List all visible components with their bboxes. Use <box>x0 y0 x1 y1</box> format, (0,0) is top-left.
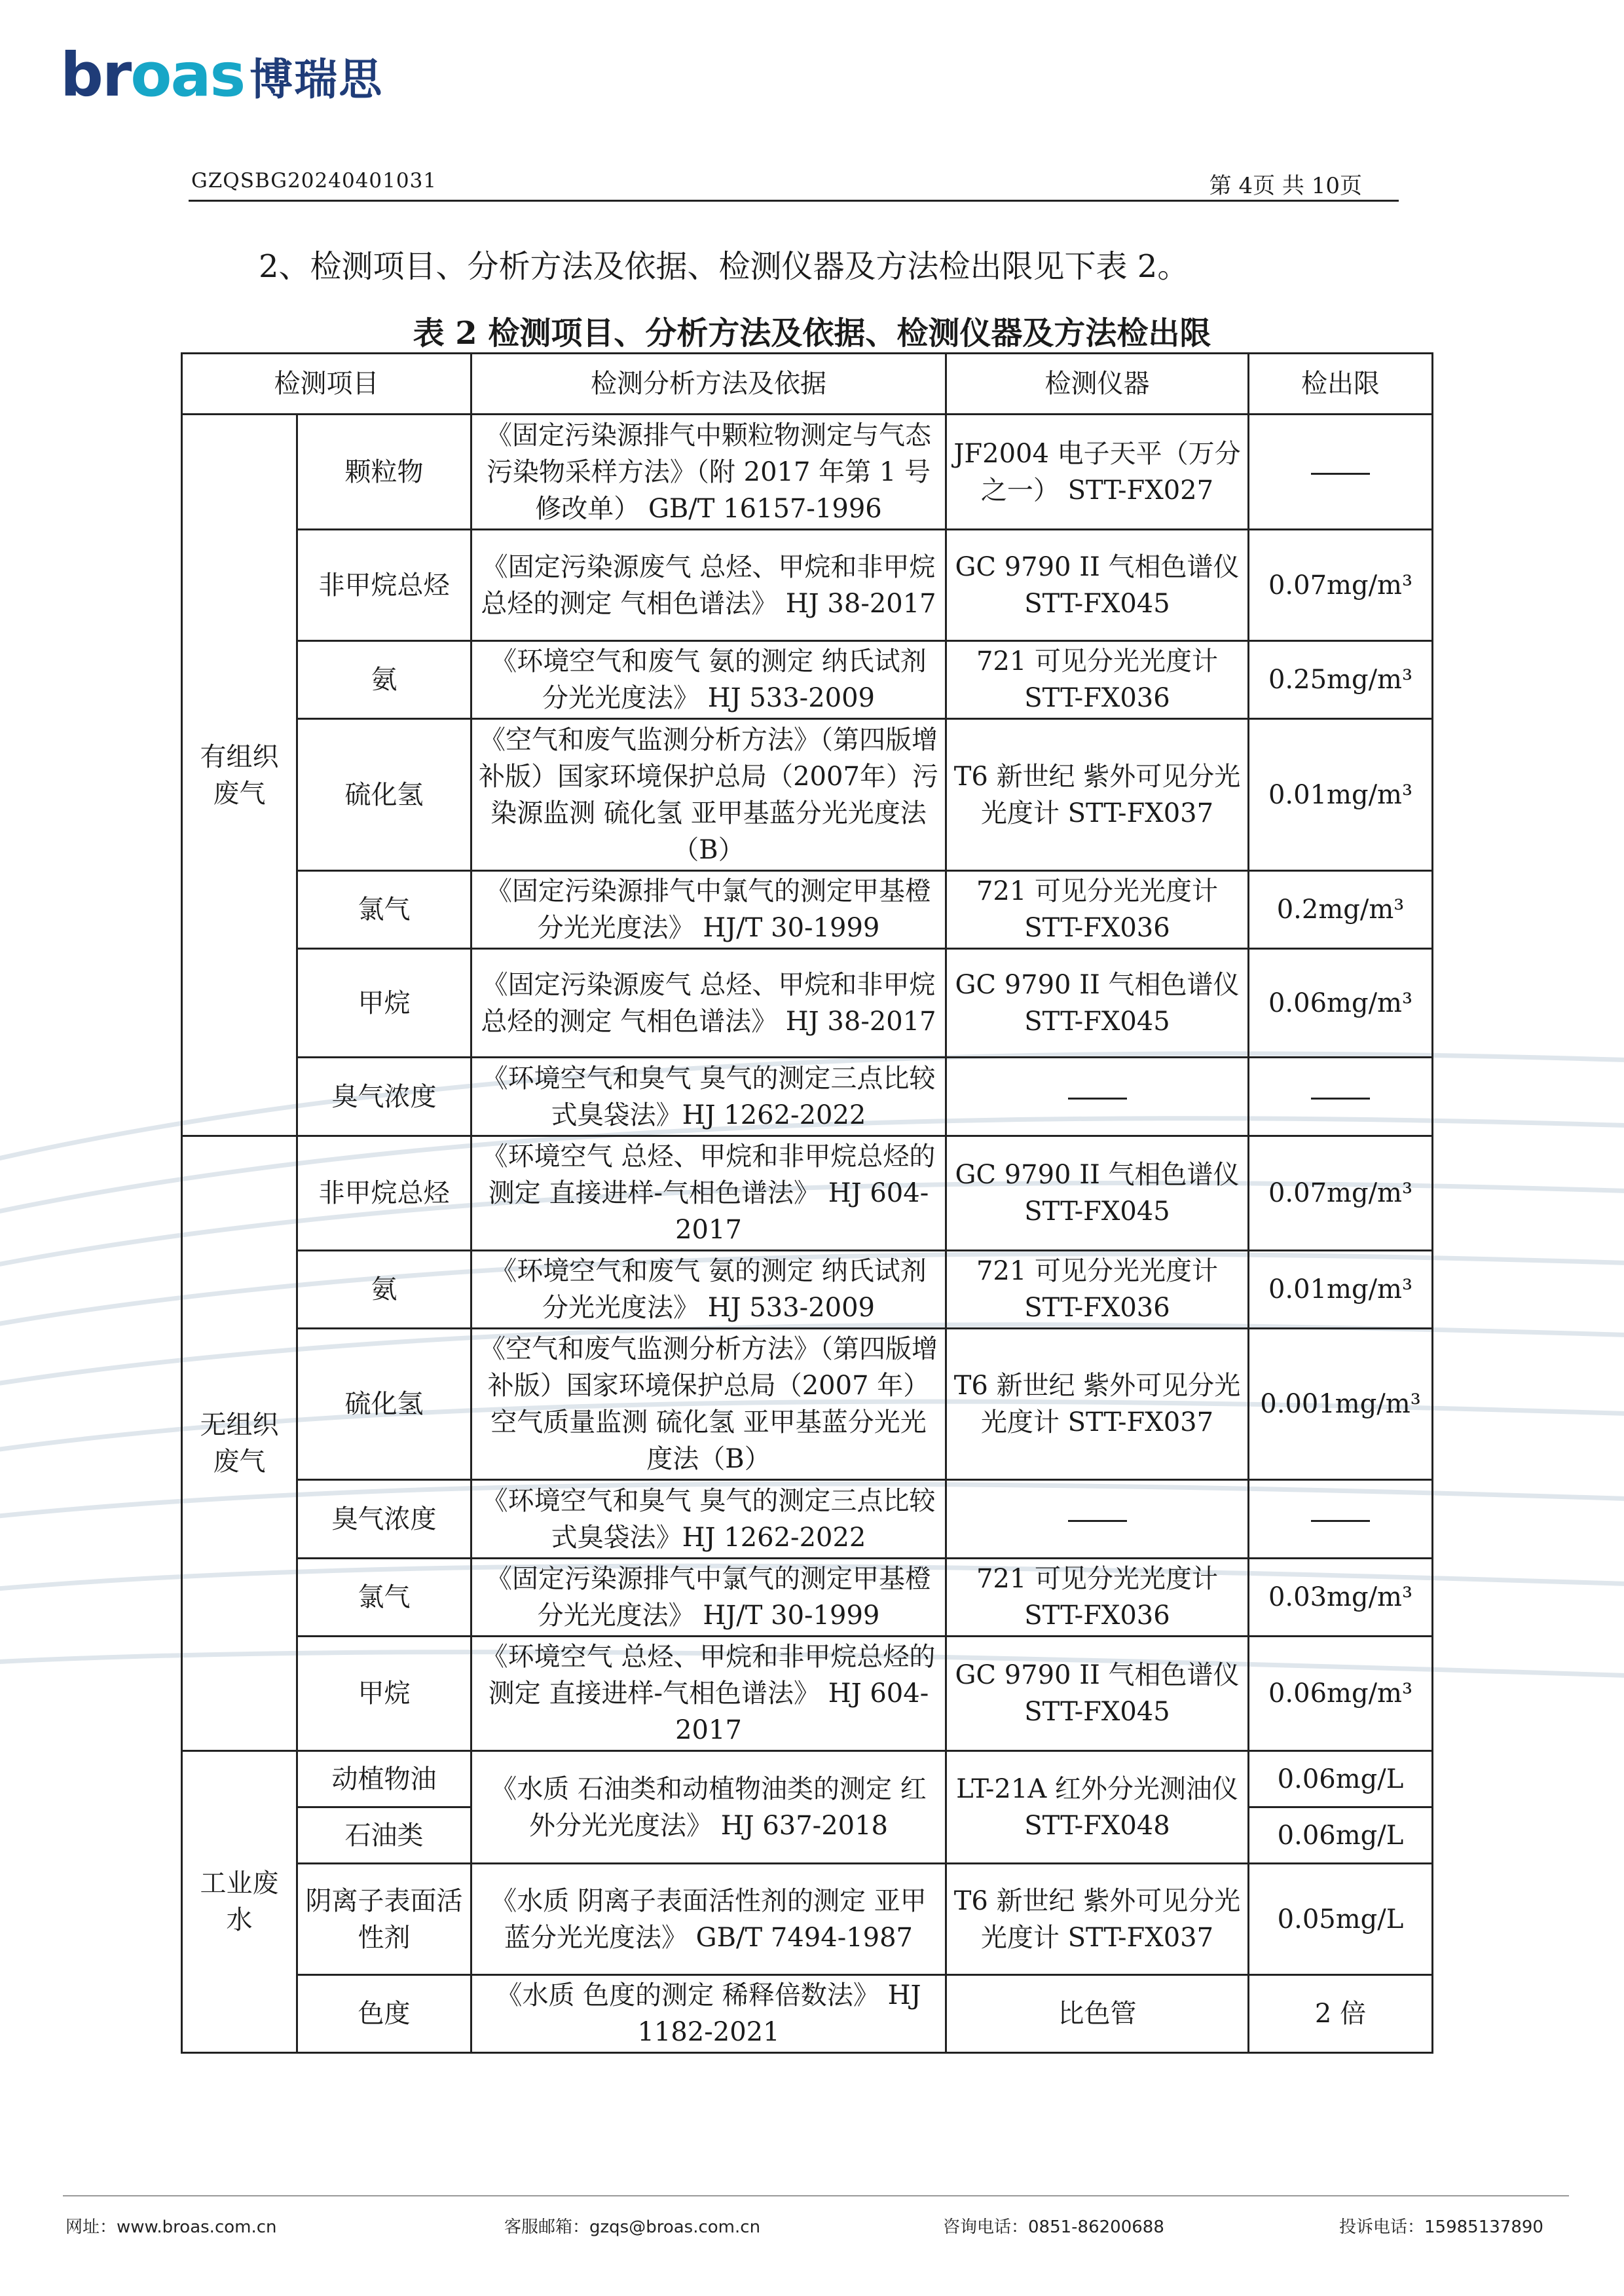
limit-cell: 0.01mg/m³ <box>1249 719 1433 871</box>
table-row <box>182 1864 1433 1975</box>
instrument-cell <box>946 1480 1249 1559</box>
instrument-cell <box>946 1058 1249 1136</box>
logo-latin: broas <box>60 40 245 110</box>
category-cell: 无组织废气 <box>182 1136 297 1751</box>
instrument-cell: T6 新世纪 紫外可见分光光度计 STT-FX037 <box>946 1864 1249 1975</box>
dash-mark <box>1311 1520 1370 1522</box>
item-cell: 颗粒物 <box>297 415 471 530</box>
method-cell: 《环境空气 总烃、甲烷和非甲烷总烃的测定 直接进样-气相色谱法》 HJ 604-2017 <box>471 1637 946 1751</box>
instrument-cell: GC 9790 II 气相色谱仪 STT-FX045 <box>946 1637 1249 1751</box>
limit-cell <box>1249 1058 1433 1136</box>
table-row <box>182 1329 1433 1480</box>
method-cell: 《环境空气 总烃、甲烷和非甲烷总烃的测定 直接进样-气相色谱法》 HJ 604-2017 <box>471 1136 946 1251</box>
item-cell: 硫化氢 <box>297 1329 471 1480</box>
limit-cell: 0.25mg/m³ <box>1249 641 1433 719</box>
footer-website: 网址：www.broas.com.cn <box>65 2217 277 2237</box>
table-row <box>182 871 1433 949</box>
item-cell: 非甲烷总烃 <box>297 530 471 641</box>
item-cell: 甲烷 <box>297 949 471 1058</box>
item-cell: 臭气浓度 <box>297 1480 471 1559</box>
dash-mark <box>1311 1098 1370 1100</box>
table-header-row <box>182 354 1433 415</box>
limit-cell: 0.2mg/m³ <box>1249 871 1433 949</box>
instrument-cell: GC 9790 II 气相色谱仪 STT-FX045 <box>946 530 1249 641</box>
method-cell: 《空气和废气监测分析方法》（第四版增补版）国家环境保护总局（2007年）污染源监测 硫化氢 亚甲基蓝分光光度法（B） <box>471 719 946 871</box>
method-cell: 《固定污染源排气中颗粒物测定与气态污染物采样方法》（附 2017 年第 1 号修改单） GB/T 16157-1996 <box>471 415 946 530</box>
instrument-cell: LT-21A 红外分光测油仪 STT-FX048 <box>946 1751 1249 1864</box>
dash-mark <box>1068 1520 1127 1522</box>
table-row <box>182 1251 1433 1329</box>
method-cell: 《环境空气和废气 氨的测定 纳氏试剂分光光度法》 HJ 533-2009 <box>471 641 946 719</box>
table-row <box>182 1480 1433 1559</box>
item-cell: 非甲烷总烃 <box>297 1136 471 1251</box>
limit-cell: 0.06mg/L <box>1249 1751 1433 1807</box>
item-cell: 硫化氢 <box>297 719 471 871</box>
footer-divider <box>63 2195 1569 2196</box>
dash-mark <box>1311 473 1370 475</box>
header-instrument: 检测仪器 <box>946 354 1249 415</box>
header-item: 检测项目 <box>182 354 471 415</box>
header-limit: 检出限 <box>1249 354 1433 415</box>
item-cell: 甲烷 <box>297 1637 471 1751</box>
table-row <box>182 949 1433 1058</box>
method-cell: 《固定污染源排气中氯气的测定甲基橙分光光度法》 HJ/T 30-1999 <box>471 1559 946 1637</box>
item-cell: 动植物油 <box>297 1751 471 1807</box>
table-row <box>182 1058 1433 1136</box>
footer-email: 客服邮箱：gzqs@broas.com.cn <box>504 2217 761 2237</box>
table-row <box>182 1751 1433 1807</box>
instrument-cell: 721 可见分光光度计 STT-FX036 <box>946 1251 1249 1329</box>
instrument-cell: 721 可见分光光度计 STT-FX036 <box>946 641 1249 719</box>
table-row <box>182 641 1433 719</box>
limit-cell: 2 倍 <box>1249 1975 1433 2053</box>
limit-cell: 0.05mg/L <box>1249 1864 1433 1975</box>
method-cell: 《水质 色度的测定 稀释倍数法》 HJ 1182-2021 <box>471 1975 946 2053</box>
table-row <box>182 1559 1433 1637</box>
table-row <box>182 1975 1433 2053</box>
logo-cjk: 博瑞思 <box>249 54 384 105</box>
item-cell: 石油类 <box>297 1807 471 1864</box>
table-caption: 表 2 检测项目、分析方法及依据、检测仪器及方法检出限 <box>413 315 1211 352</box>
header-method: 检测分析方法及依据 <box>471 354 946 415</box>
method-cell: 《水质 石油类和动植物油类的测定 红外分光光度法》 HJ 637-2018 <box>471 1751 946 1864</box>
instrument-cell: GC 9790 II 气相色谱仪 STT-FX045 <box>946 1136 1249 1251</box>
method-cell: 《环境空气和废气 氨的测定 纳氏试剂分光光度法》 HJ 533-2009 <box>471 1251 946 1329</box>
instrument-cell: 721 可见分光光度计 STT-FX036 <box>946 871 1249 949</box>
table-row <box>182 530 1433 641</box>
footer-complaint-phone: 投诉电话：15985137890 <box>1339 2217 1543 2237</box>
method-cell: 《固定污染源废气 总烃、甲烷和非甲烷总烃的测定 气相色谱法》 HJ 38-2017 <box>471 949 946 1058</box>
instrument-cell: 比色管 <box>946 1975 1249 2053</box>
page-number: 第 4页 共 10页 <box>1209 173 1362 199</box>
intro-paragraph: 2、检测项目、分析方法及依据、检测仪器及方法检出限见下表 2。 <box>259 248 1189 285</box>
category-cell: 有组织废气 <box>182 415 297 1136</box>
method-cell: 《空气和废气监测分析方法》（第四版增补版）国家环境保护总局（2007 年）空气质量监测 硫化氢 亚甲基蓝分光光度法（B） <box>471 1329 946 1480</box>
table-row <box>182 1136 1433 1251</box>
item-cell: 臭气浓度 <box>297 1058 471 1136</box>
method-cell: 《水质 阴离子表面活性剂的测定 亚甲蓝分光光度法》 GB/T 7494-1987 <box>471 1864 946 1975</box>
table-row <box>182 1637 1433 1751</box>
instrument-cell: T6 新世纪 紫外可见分光光度计 STT-FX037 <box>946 719 1249 871</box>
limit-cell: 0.03mg/m³ <box>1249 1559 1433 1637</box>
limit-cell: 0.06mg/L <box>1249 1807 1433 1864</box>
table-row <box>182 719 1433 871</box>
instrument-cell: GC 9790 II 气相色谱仪 STT-FX045 <box>946 949 1249 1058</box>
method-cell: 《固定污染源排气中氯气的测定甲基橙分光光度法》 HJ/T 30-1999 <box>471 871 946 949</box>
detection-table <box>181 352 1433 2054</box>
limit-cell: 0.06mg/m³ <box>1249 949 1433 1058</box>
item-cell: 氯气 <box>297 1559 471 1637</box>
limit-cell: 0.07mg/m³ <box>1249 530 1433 641</box>
instrument-cell: T6 新世纪 紫外可见分光光度计 STT-FX037 <box>946 1329 1249 1480</box>
item-cell: 氯气 <box>297 871 471 949</box>
limit-cell <box>1249 415 1433 530</box>
item-cell: 阴离子表面活性剂 <box>297 1864 471 1975</box>
category-cell: 工业废水 <box>182 1751 297 2053</box>
instrument-cell: JF2004 电子天平（万分之一） STT-FX027 <box>946 415 1249 530</box>
report-number: GZQSBG20240401031 <box>191 169 437 193</box>
limit-cell <box>1249 1480 1433 1559</box>
limit-cell: 0.06mg/m³ <box>1249 1637 1433 1751</box>
company-logo <box>60 40 384 110</box>
item-cell: 氨 <box>297 1251 471 1329</box>
limit-cell: 0.01mg/m³ <box>1249 1251 1433 1329</box>
header-divider <box>189 200 1399 202</box>
dash-mark <box>1068 1098 1127 1100</box>
method-cell: 《环境空气和臭气 臭气的测定三点比较式臭袋法》HJ 1262-2022 <box>471 1480 946 1559</box>
limit-cell: 0.07mg/m³ <box>1249 1136 1433 1251</box>
table-row <box>182 415 1433 530</box>
item-cell: 色度 <box>297 1975 471 2053</box>
instrument-cell: 721 可见分光光度计 STT-FX036 <box>946 1559 1249 1637</box>
footer-consult-phone: 咨询电话：0851-86200688 <box>943 2217 1164 2237</box>
limit-cell: 0.001mg/m³ <box>1249 1329 1433 1480</box>
method-cell: 《固定污染源废气 总烃、甲烷和非甲烷总烃的测定 气相色谱法》 HJ 38-2017 <box>471 530 946 641</box>
method-cell: 《环境空气和臭气 臭气的测定三点比较式臭袋法》HJ 1262-2022 <box>471 1058 946 1136</box>
item-cell: 氨 <box>297 641 471 719</box>
